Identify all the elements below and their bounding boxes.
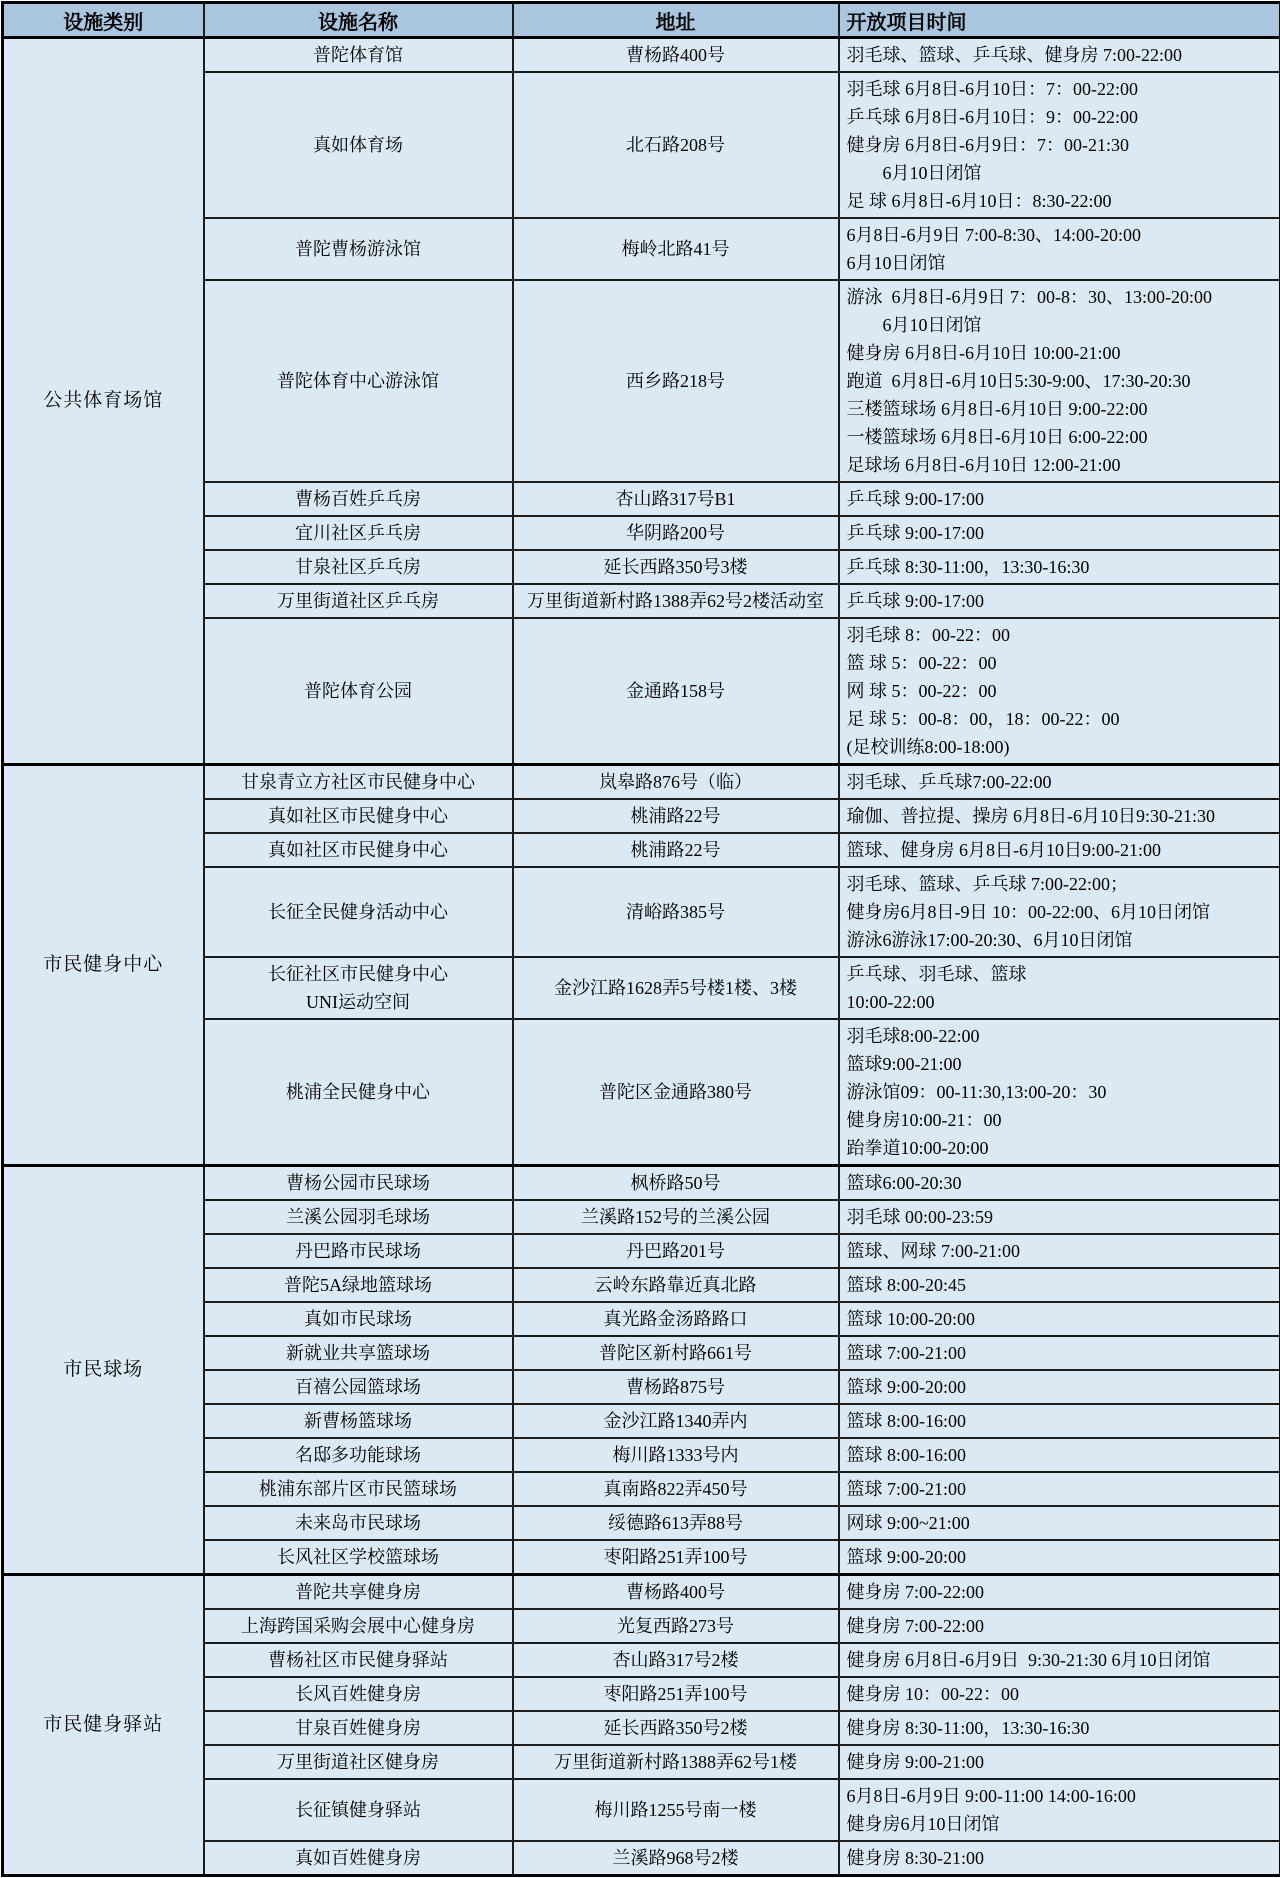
facility-name-cell [204, 1234, 513, 1268]
text-line: 枫桥路50号 [518, 1169, 834, 1197]
table-row [3, 1575, 1280, 1610]
text-line: 曹杨公园市民球场 [209, 1169, 508, 1197]
open-hours-cell [839, 1711, 1280, 1745]
facility-name-cell [204, 799, 513, 833]
text-line: 健身房6月8日-9日 10：00-22:00、6月10日闭馆 [847, 898, 1275, 926]
text-line: 羽毛球8:00-22:00 [847, 1022, 1275, 1050]
facility-name-cell [204, 1540, 513, 1575]
text-line: 网 球 5：00-22：00 [847, 677, 1275, 705]
text-line: 6月10日闭馆 [847, 311, 1275, 339]
open-hours-cell [839, 1268, 1280, 1302]
open-hours-cell [839, 1019, 1280, 1166]
text-line: 长风百姓健身房 [209, 1680, 508, 1708]
facility-name-cell [204, 618, 513, 765]
text-line: (足校训练8:00-18:00) [847, 733, 1275, 761]
text-line: 游泳6游泳17:00-20:30、6月10日闭馆 [847, 926, 1275, 954]
text-line: 上海跨国采购会展中心健身房 [209, 1612, 508, 1640]
text-line: 普陀5A绿地篮球场 [209, 1271, 508, 1299]
text-line: 跆拳道10:00-20:00 [847, 1134, 1275, 1162]
address-cell [513, 38, 839, 73]
facility-name-cell [204, 1472, 513, 1506]
facility-name-cell [204, 765, 513, 800]
facility-name-cell [204, 218, 513, 280]
address-cell [513, 833, 839, 867]
text-line: 曹杨路400号 [518, 1578, 834, 1606]
text-line: 健身房 6月8日-6月9日：7：00-21:30 [847, 131, 1275, 159]
text-line: 真如市民球场 [209, 1305, 508, 1333]
text-line: 10:00-22:00 [847, 988, 1275, 1016]
facility-name-cell [204, 1302, 513, 1336]
text-line: 梅川路1333号内 [518, 1441, 834, 1469]
text-line: 乒乓球、羽毛球、篮球 [847, 960, 1275, 988]
address-cell [513, 72, 839, 218]
address-cell [513, 1336, 839, 1370]
address-cell [513, 516, 839, 550]
text-line: 岚皋路876号（临） [518, 768, 834, 796]
text-line: 羽毛球 8：00-22：00 [847, 621, 1275, 649]
open-hours-cell [839, 833, 1280, 867]
address-cell [513, 765, 839, 800]
facility-name-cell [204, 1166, 513, 1201]
facility-name-cell [204, 1506, 513, 1540]
text-line: 真如百姓健身房 [209, 1844, 508, 1872]
open-hours-cell [839, 38, 1280, 73]
text-line: 万里街道社区乒乓房 [209, 587, 508, 615]
text-line: 篮 球 5：00-22：00 [847, 649, 1275, 677]
text-line: 梅岭北路41号 [518, 235, 834, 263]
text-line: 枣阳路251弄100号 [518, 1680, 834, 1708]
text-line: 篮球、网球 7:00-21:00 [847, 1237, 1275, 1265]
text-line: 普陀区新村路661号 [518, 1339, 834, 1367]
facility-name-cell [204, 1643, 513, 1677]
text-line: 足 球 6月8日-6月10日：8:30-22:00 [847, 187, 1275, 215]
facility-name-cell [204, 516, 513, 550]
table-body [3, 38, 1280, 1876]
text-line: 新曹杨篮球场 [209, 1407, 508, 1435]
address-cell [513, 1234, 839, 1268]
text-line: 普陀体育公园 [209, 677, 508, 705]
text-line: 新就业共享篮球场 [209, 1339, 508, 1367]
text-line: 清峪路385号 [518, 898, 834, 926]
text-line: 健身房6月10日闭馆 [847, 1810, 1275, 1838]
text-line: UNI运动空间 [209, 988, 508, 1016]
open-hours-cell [839, 482, 1280, 516]
text-line: 长征镇健身驿站 [209, 1796, 508, 1824]
facility-name-cell [204, 1200, 513, 1234]
text-line: 健身房 9:00-21:00 [847, 1748, 1275, 1776]
open-hours-cell [839, 1575, 1280, 1610]
facility-name-cell [204, 1841, 513, 1876]
open-hours-cell [839, 867, 1280, 957]
text-line: 游泳 6月8日-6月9日 7：00-8：30、13:00-20:00 [847, 283, 1275, 311]
address-cell [513, 1404, 839, 1438]
open-hours-cell [839, 1166, 1280, 1201]
text-line: 普陀区金通路380号 [518, 1078, 834, 1106]
text-line: 万里街道新村路1388弄62号1楼 [518, 1748, 834, 1776]
text-line: 篮球 9:00-20:00 [847, 1373, 1275, 1401]
text-line: 兰溪路152号的兰溪公园 [518, 1203, 834, 1231]
address-cell [513, 867, 839, 957]
open-hours-cell [839, 1302, 1280, 1336]
facility-name-cell [204, 1711, 513, 1745]
facility-name-cell [204, 1779, 513, 1841]
text-line: 兰溪路968号2楼 [518, 1844, 834, 1872]
text-line: 瑜伽、普拉提、操房 6月8日-6月10日9:30-21:30 [847, 802, 1275, 830]
text-line: 三楼篮球场 6月8日-6月10日 9:00-22:00 [847, 395, 1275, 423]
text-line: 健身房 8:30-11:00，13:30-16:30 [847, 1714, 1275, 1742]
text-line: 乒乓球 9:00-17:00 [847, 519, 1275, 547]
text-line: 6月8日-6月9日 7:00-8:30、14:00-20:00 [847, 221, 1275, 249]
address-cell [513, 1711, 839, 1745]
text-line: 北石路208号 [518, 131, 834, 159]
text-line: 普陀共享健身房 [209, 1578, 508, 1606]
facility-name-cell [204, 1019, 513, 1166]
text-line: 金通路158号 [518, 677, 834, 705]
address-cell [513, 1438, 839, 1472]
text-line: 篮球6:00-20:30 [847, 1169, 1275, 1197]
address-cell [513, 584, 839, 618]
open-hours-cell [839, 957, 1280, 1019]
text-line: 金沙江路1340弄内 [518, 1407, 834, 1435]
text-line: 丹巴路市民球场 [209, 1237, 508, 1265]
open-hours-cell [839, 72, 1280, 218]
text-line: 跑道 6月8日-6月10日5:30-9:00、17:30-20:30 [847, 367, 1275, 395]
facility-name-cell [204, 1609, 513, 1643]
text-line: 篮球、健身房 6月8日-6月10日9:00-21:00 [847, 836, 1275, 864]
table-row [3, 38, 1280, 73]
text-line: 真如体育场 [209, 131, 508, 159]
text-line: 健身房 8:30-21:00 [847, 1844, 1275, 1872]
header-row [3, 3, 1280, 38]
text-line: 杏山路317号2楼 [518, 1646, 834, 1674]
text-line: 甘泉青立方社区市民健身中心 [209, 768, 508, 796]
address-cell [513, 1779, 839, 1841]
open-hours-cell [839, 1200, 1280, 1234]
category-cell: 市民健身驿站 [3, 1575, 204, 1876]
text-line: 篮球 10:00-20:00 [847, 1305, 1275, 1333]
text-line: 一楼篮球场 6月8日-6月10日 6:00-22:00 [847, 423, 1275, 451]
facility-name-cell [204, 867, 513, 957]
text-line: 羽毛球、乒乓球7:00-22:00 [847, 768, 1275, 796]
facility-name-cell [204, 1677, 513, 1711]
header-cell-open-hours: 开放项目时间 [839, 3, 1280, 38]
text-line: 曹杨百姓乒乓房 [209, 485, 508, 513]
open-hours-cell [839, 1472, 1280, 1506]
text-line: 6月10日闭馆 [847, 159, 1275, 187]
text-line: 普陀曹杨游泳馆 [209, 235, 508, 263]
text-line: 篮球 9:00-20:00 [847, 1543, 1275, 1571]
text-line: 篮球 7:00-21:00 [847, 1339, 1275, 1367]
text-line: 桃浦全民健身中心 [209, 1078, 508, 1106]
text-line: 延长西路350号2楼 [518, 1714, 834, 1742]
address-cell [513, 1540, 839, 1575]
text-line: 乒乓球 9:00-17:00 [847, 587, 1275, 615]
address-cell [513, 1370, 839, 1404]
address-cell [513, 618, 839, 765]
open-hours-cell [839, 1370, 1280, 1404]
facilities-table [1, 1, 1280, 1877]
facility-name-cell [204, 957, 513, 1019]
text-line: 宜川社区乒乓房 [209, 519, 508, 547]
text-line: 华阴路200号 [518, 519, 834, 547]
open-hours-cell [839, 1540, 1280, 1575]
open-hours-cell [839, 1677, 1280, 1711]
facility-name-cell [204, 1745, 513, 1779]
text-line: 长征全民健身活动中心 [209, 898, 508, 926]
address-cell [513, 1575, 839, 1610]
text-line: 乒乓球 6月8日-6月10日：9：00-22:00 [847, 103, 1275, 131]
text-line: 梅川路1255号南一楼 [518, 1796, 834, 1824]
text-line: 真南路822弄450号 [518, 1475, 834, 1503]
open-hours-cell [839, 1779, 1280, 1841]
text-line: 篮球 7:00-21:00 [847, 1475, 1275, 1503]
text-line: 长风社区学校篮球场 [209, 1543, 508, 1571]
text-line: 6月8日-6月9日 9:00-11:00 14:00-16:00 [847, 1782, 1275, 1810]
text-line: 游泳馆09：00-11:30,13:00-20：30 [847, 1078, 1275, 1106]
text-line: 桃浦东部片区市民篮球场 [209, 1475, 508, 1503]
open-hours-cell [839, 1404, 1280, 1438]
text-line: 桃浦路22号 [518, 836, 834, 864]
address-cell [513, 1472, 839, 1506]
open-hours-cell [839, 799, 1280, 833]
facility-name-cell [204, 1336, 513, 1370]
category-cell: 市民球场 [3, 1166, 204, 1575]
text-line: 万里街道社区健身房 [209, 1748, 508, 1776]
address-cell [513, 1302, 839, 1336]
text-line: 真如社区市民健身中心 [209, 836, 508, 864]
address-cell [513, 1200, 839, 1234]
text-line: 云岭东路靠近真北路 [518, 1271, 834, 1299]
open-hours-cell [839, 1745, 1280, 1779]
open-hours-cell [839, 1438, 1280, 1472]
facility-name-cell [204, 584, 513, 618]
text-line: 乒乓球 9:00-17:00 [847, 485, 1275, 513]
text-line: 篮球9:00-21:00 [847, 1050, 1275, 1078]
text-line: 健身房 7:00-22:00 [847, 1612, 1275, 1640]
facility-name-cell [204, 280, 513, 482]
text-line: 兰溪公园羽毛球场 [209, 1203, 508, 1231]
text-line: 桃浦路22号 [518, 802, 834, 830]
text-line: 甘泉百姓健身房 [209, 1714, 508, 1742]
table-row [3, 1166, 1280, 1201]
facility-name-cell [204, 1268, 513, 1302]
header-cell-address: 地址 [513, 3, 839, 38]
address-cell [513, 957, 839, 1019]
text-line: 羽毛球 6月8日-6月10日：7：00-22:00 [847, 75, 1275, 103]
text-line: 普陀体育中心游泳馆 [209, 367, 508, 395]
facility-name-cell [204, 1438, 513, 1472]
text-line: 足 球 5：00-8：00，18：00-22：00 [847, 705, 1275, 733]
text-line: 光复西路273号 [518, 1612, 834, 1640]
open-hours-cell [839, 1234, 1280, 1268]
address-cell [513, 1268, 839, 1302]
address-cell [513, 1506, 839, 1540]
facility-name-cell [204, 1370, 513, 1404]
open-hours-cell [839, 1609, 1280, 1643]
text-line: 健身房 6月8日-6月10日 10:00-21:00 [847, 339, 1275, 367]
facility-name-cell [204, 72, 513, 218]
text-line: 杏山路317号B1 [518, 485, 834, 513]
facility-name-cell [204, 550, 513, 584]
text-line: 曹杨路400号 [518, 41, 834, 69]
facility-name-cell [204, 1575, 513, 1610]
facility-name-cell [204, 38, 513, 73]
category-cell: 公共体育场馆 [3, 38, 204, 765]
text-line: 健身房 10：00-22：00 [847, 1680, 1275, 1708]
text-line: 乒乓球 8:30-11:00，13:30-16:30 [847, 553, 1275, 581]
open-hours-cell [839, 618, 1280, 765]
text-line: 绥德路613弄88号 [518, 1509, 834, 1537]
address-cell [513, 1643, 839, 1677]
text-line: 丹巴路201号 [518, 1237, 834, 1265]
category-cell: 市民健身中心 [3, 765, 204, 1166]
text-line: 西乡路218号 [518, 367, 834, 395]
text-line: 曹杨路875号 [518, 1373, 834, 1401]
address-cell [513, 1019, 839, 1166]
address-cell [513, 482, 839, 516]
text-line: 枣阳路251弄100号 [518, 1543, 834, 1571]
text-line: 羽毛球 00:00-23:59 [847, 1203, 1275, 1231]
open-hours-cell [839, 1506, 1280, 1540]
open-hours-cell [839, 765, 1280, 800]
address-cell [513, 280, 839, 482]
text-line: 金沙江路1628弄5号楼1楼、3楼 [518, 974, 834, 1002]
address-cell [513, 1166, 839, 1201]
address-cell [513, 799, 839, 833]
open-hours-cell [839, 550, 1280, 584]
text-line: 未来岛市民球场 [209, 1509, 508, 1537]
text-line: 甘泉社区乒乓房 [209, 553, 508, 581]
text-line: 普陀体育馆 [209, 41, 508, 69]
text-line: 曹杨社区市民健身驿站 [209, 1646, 508, 1674]
header-cell-name: 设施名称 [204, 3, 513, 38]
open-hours-cell [839, 218, 1280, 280]
header-cell-category: 设施类别 [3, 3, 204, 38]
text-line: 足球场 6月8日-6月10日 12:00-21:00 [847, 451, 1275, 479]
text-line: 万里街道新村路1388弄62号2楼活动室 [518, 587, 834, 615]
text-line: 6月10日闭馆 [847, 249, 1275, 277]
text-line: 篮球 8:00-16:00 [847, 1407, 1275, 1435]
text-line: 长征社区市民健身中心 [209, 960, 508, 988]
address-cell [513, 1677, 839, 1711]
text-line: 名邸多功能球场 [209, 1441, 508, 1469]
open-hours-cell [839, 516, 1280, 550]
text-line: 百禧公园篮球场 [209, 1373, 508, 1401]
text-line: 篮球 8:00-20:45 [847, 1271, 1275, 1299]
open-hours-cell [839, 1841, 1280, 1876]
text-line: 真如社区市民健身中心 [209, 802, 508, 830]
text-line: 篮球 8:00-16:00 [847, 1441, 1275, 1469]
table-row [3, 765, 1280, 800]
text-line: 健身房 6月8日-6月9日 9:30-21:30 6月10日闭馆 [847, 1646, 1275, 1674]
address-cell [513, 218, 839, 280]
facility-name-cell [204, 482, 513, 516]
open-hours-cell [839, 280, 1280, 482]
address-cell [513, 1609, 839, 1643]
facility-name-cell [204, 833, 513, 867]
open-hours-cell [839, 584, 1280, 618]
text-line: 网球 9:00~21:00 [847, 1509, 1275, 1537]
text-line: 羽毛球、篮球、乒乓球 7:00-22:00； [847, 870, 1275, 898]
text-line: 延长西路350号3楼 [518, 553, 834, 581]
text-line: 真光路金汤路路口 [518, 1305, 834, 1333]
address-cell [513, 550, 839, 584]
address-cell [513, 1841, 839, 1876]
text-line: 健身房 7:00-22:00 [847, 1578, 1275, 1606]
facility-name-cell [204, 1404, 513, 1438]
open-hours-cell [839, 1336, 1280, 1370]
text-line: 健身房10:00-21：00 [847, 1106, 1275, 1134]
text-line: 羽毛球、篮球、乒乓球、健身房 7:00-22:00 [847, 41, 1275, 69]
address-cell [513, 1745, 839, 1779]
open-hours-cell [839, 1643, 1280, 1677]
